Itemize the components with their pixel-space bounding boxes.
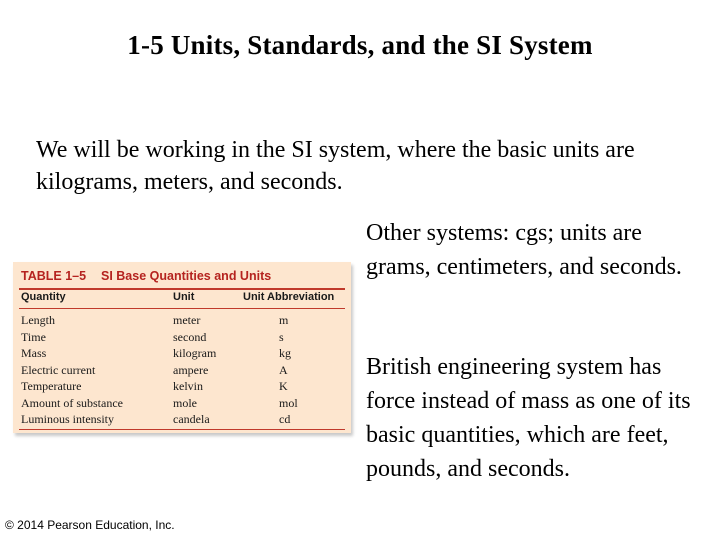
- table-title: SI Base Quantities and Units: [101, 269, 272, 283]
- table-row: [13, 362, 351, 379]
- cell-abbr: cd: [279, 412, 291, 426]
- slide-title: 1-5 Units, Standards, and the SI System: [127, 30, 593, 60]
- table-header: [13, 265, 351, 287]
- table-header-rule: [19, 308, 345, 309]
- cell-quantity: Luminous intensity: [21, 412, 114, 426]
- cell-unit: mole: [173, 395, 197, 410]
- table-row: [13, 411, 351, 428]
- cell-quantity: Electric current: [21, 362, 96, 377]
- cell-quantity: Amount of substance: [21, 395, 123, 410]
- british-system-paragraph: British engineering system has force instead of mass as one of its basic quantities, which are feet, pounds, and seconds.: [366, 354, 691, 482]
- cell-abbr: mol: [279, 395, 298, 410]
- copyright-notice: © 2014 Pearson Education, Inc.: [5, 518, 175, 532]
- table-row: [13, 312, 351, 329]
- cell-abbr: K: [279, 379, 288, 393]
- cell-unit: second: [173, 329, 207, 344]
- intro-paragraph: We will be working in the SI system, where the basic units are kilograms, meters, and seconds.: [36, 137, 635, 195]
- other-systems-paragraph: Other systems: cgs; units are grams, centimeters, and seconds.: [366, 220, 682, 280]
- cell-quantity: Mass: [21, 346, 47, 360]
- cell-quantity: Length: [21, 313, 55, 327]
- cell-abbr: s: [279, 329, 284, 344]
- cell-quantity: Temperature: [21, 379, 82, 393]
- cell-quantity: Time: [21, 329, 46, 344]
- column-header-unit: Unit: [173, 291, 195, 303]
- cell-unit: meter: [173, 313, 201, 327]
- cell-unit: kilogram: [173, 346, 217, 360]
- si-base-units-table: [13, 262, 351, 433]
- column-header-quantity: Quantity: [21, 291, 66, 303]
- cell-unit: kelvin: [173, 379, 203, 393]
- table-top-rule: [19, 288, 345, 290]
- cell-abbr: A: [279, 362, 288, 377]
- table-body: [13, 312, 351, 428]
- cell-unit: candela: [173, 412, 210, 426]
- cell-unit: ampere: [173, 362, 209, 377]
- column-header-abbreviation: Unit Abbreviation: [243, 291, 335, 303]
- table-row: [13, 329, 351, 346]
- table-row: [13, 395, 351, 412]
- table-bottom-rule: [19, 429, 345, 430]
- table-row: [13, 378, 351, 395]
- table-row: [13, 345, 351, 362]
- table-number: TABLE 1–5: [21, 269, 87, 283]
- cell-abbr: kg: [279, 346, 291, 360]
- cell-abbr: m: [279, 313, 289, 327]
